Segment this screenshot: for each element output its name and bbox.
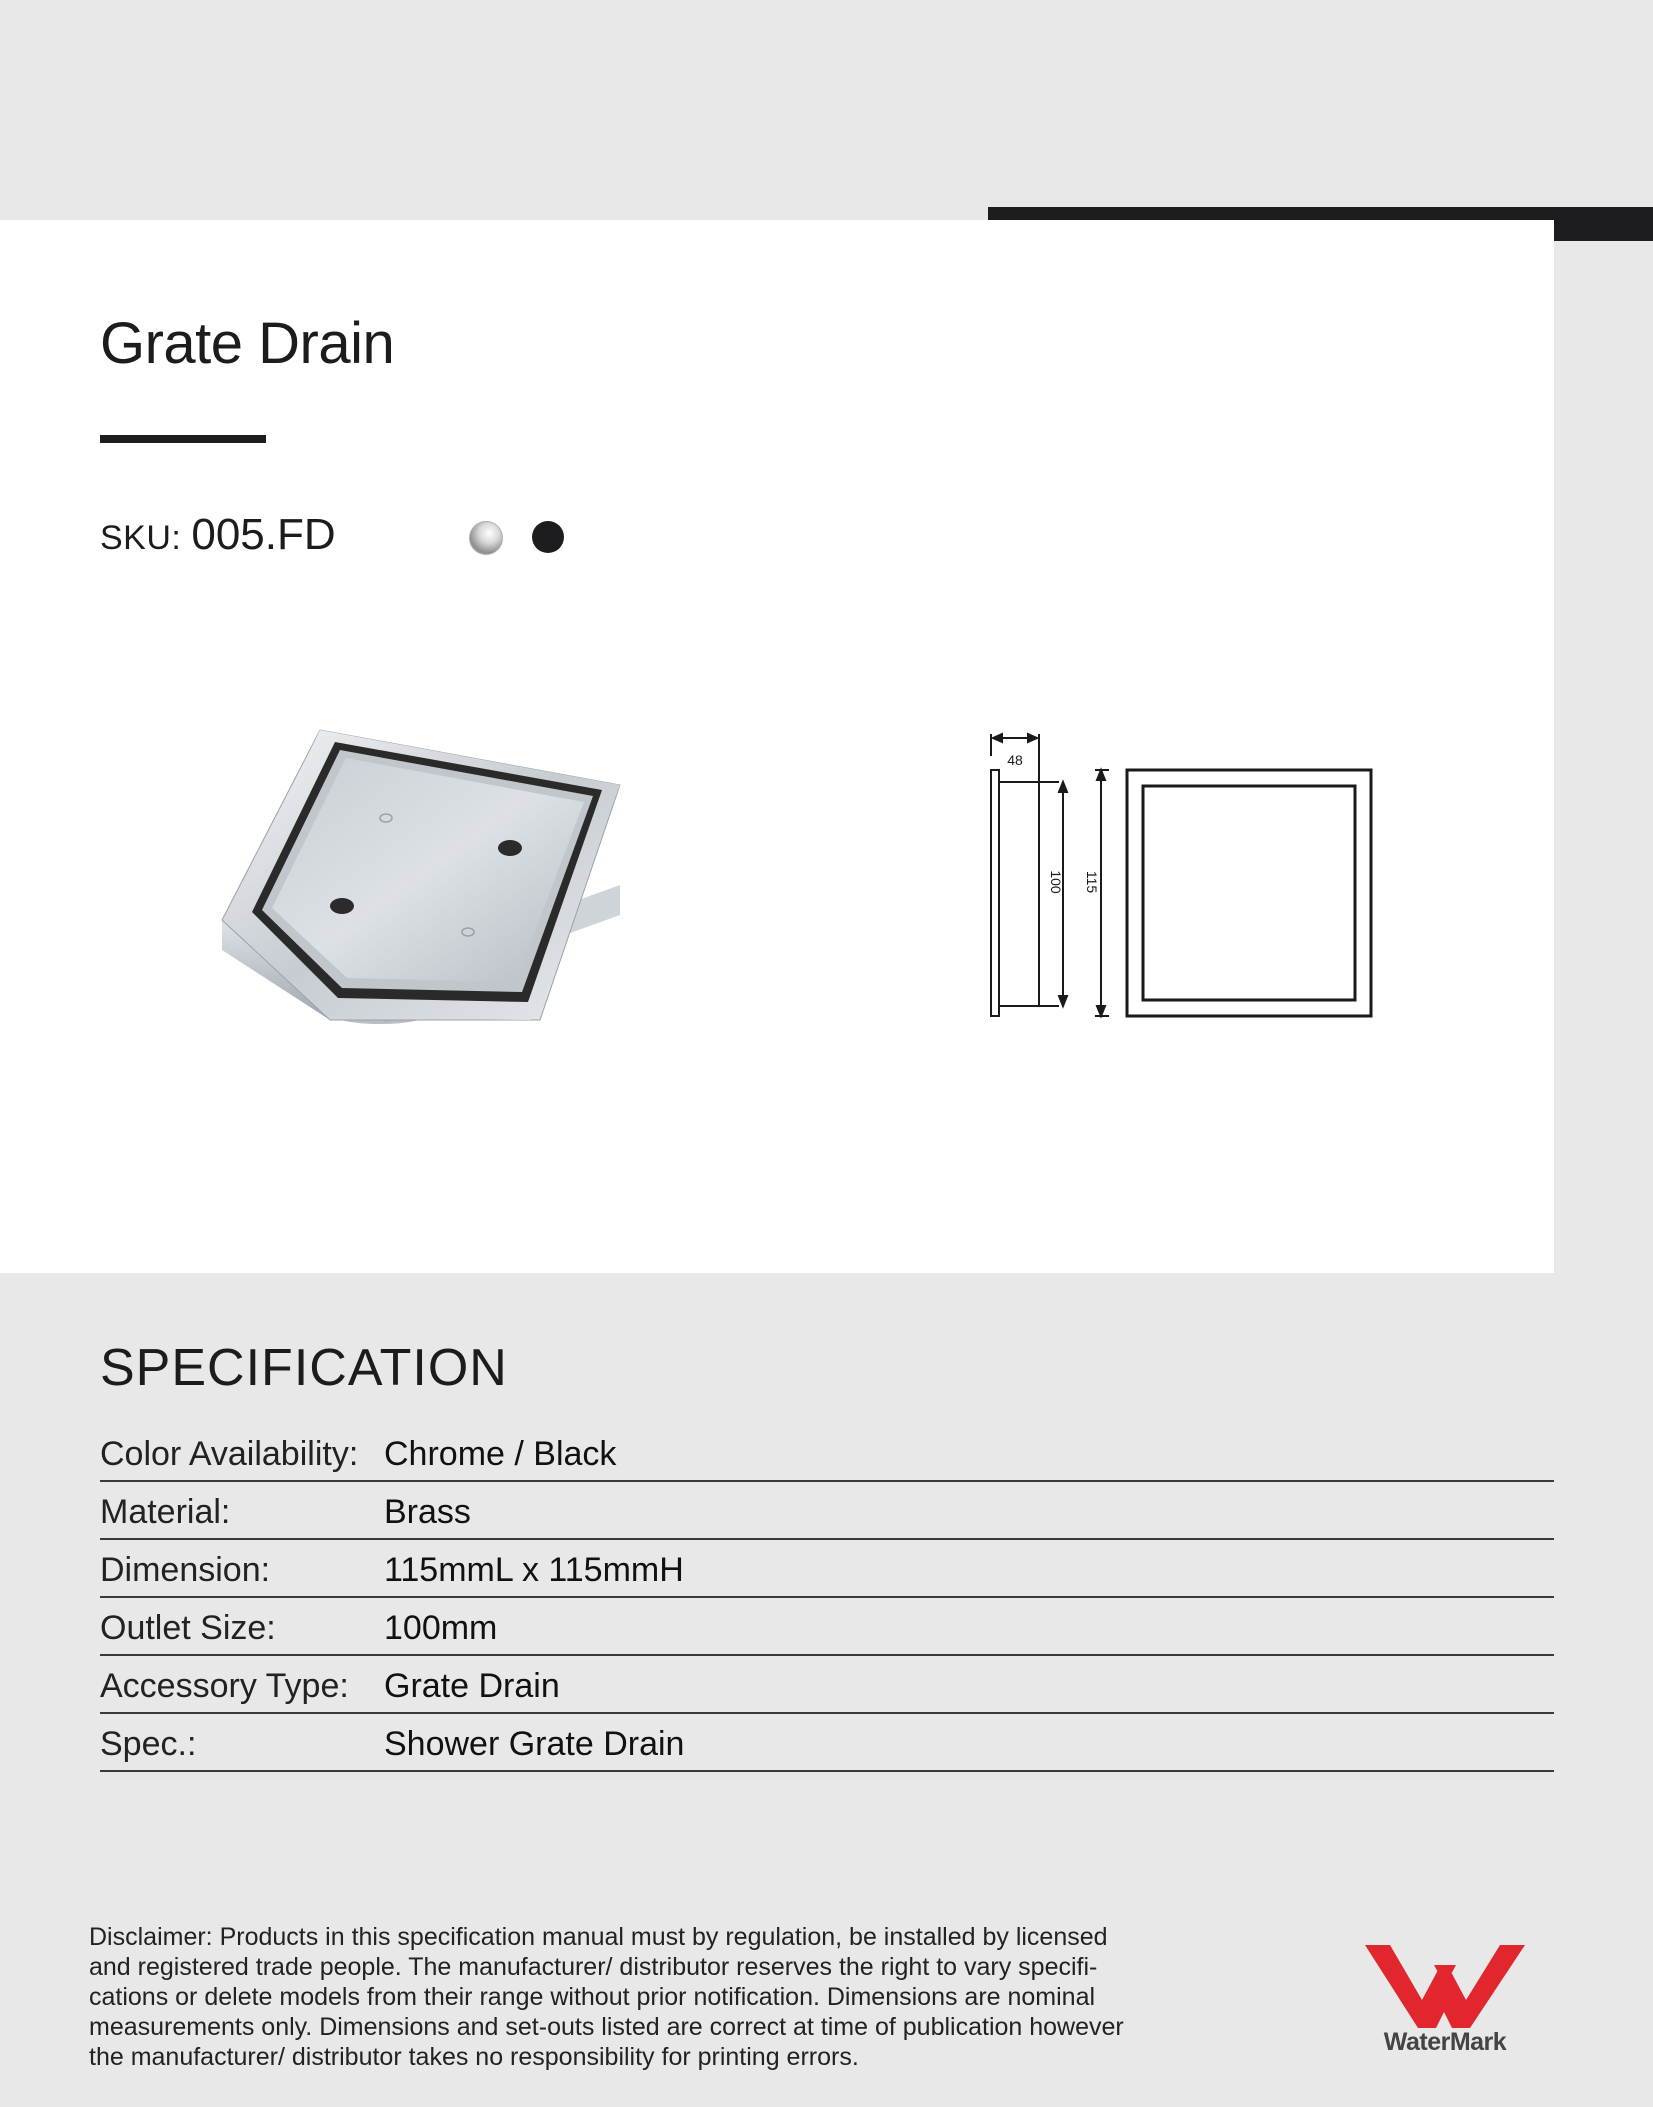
disclaimer-line: Disclaimer: Products in this specification manual must by regulation, be installed by licensed [89,1923,1108,1951]
spec-value: Grate Drain [384,1667,560,1705]
dim-outlet-label: 100 [1048,870,1064,894]
spec-value: Shower Grate Drain [384,1725,685,1763]
disclaimer-line: cations or delete models from their range without prior notification. Dimensions are nominal [89,1983,1096,2011]
chrome-swatch [469,521,503,555]
watermark-logo-icon [1360,1940,1530,2030]
dim-depth-label: 48 [1007,752,1023,768]
spec-value: 100mm [384,1609,498,1647]
specification-table [100,1424,1554,1772]
spec-label: Accessory Type: [100,1667,349,1705]
spec-label: Material: [100,1493,231,1531]
disclaimer [89,1922,1199,2072]
specification-heading: SPECIFICATION [100,1339,508,1397]
product-title: Grate Drain [100,311,395,376]
spec-row-outlet [100,1598,1554,1656]
black-swatch [532,521,564,553]
spec-label: Dimension: [100,1551,271,1589]
sku-line [100,510,336,560]
disclaimer-line: and registered trade people. The manufacturer/ distributor reserves the right to vary specifi- [89,1953,1098,1981]
spec-row-spec [100,1714,1554,1772]
spec-value: Brass [384,1493,471,1531]
spec-label: Spec.: [100,1725,197,1763]
watermark-logo-text: WaterMark [1383,2028,1507,2056]
disclaimer-line: the manufacturer/ distributor takes no responsibility for printing errors. [89,2043,859,2071]
spec-row-material [100,1482,1554,1540]
technical-drawing [975,720,1395,1040]
spec-row-color [100,1424,1554,1482]
disclaimer-line: measurements only. Dimensions and set-outs listed are correct at time of publication however [89,2013,1124,2041]
title-underline [100,435,266,443]
spec-value: 115mmL x 115mmH [384,1551,684,1589]
spec-value: Chrome / Black [384,1435,617,1473]
dim-overall-label: 115 [1084,870,1100,894]
product-photo [210,720,630,1040]
spec-row-dimension [100,1540,1554,1598]
sku-value: 005.FD [191,510,336,559]
spec-row-accessory [100,1656,1554,1714]
spec-label: Outlet Size: [100,1609,276,1647]
spec-label: Color Availability: [100,1435,359,1473]
sku-label: SKU: [100,519,182,557]
